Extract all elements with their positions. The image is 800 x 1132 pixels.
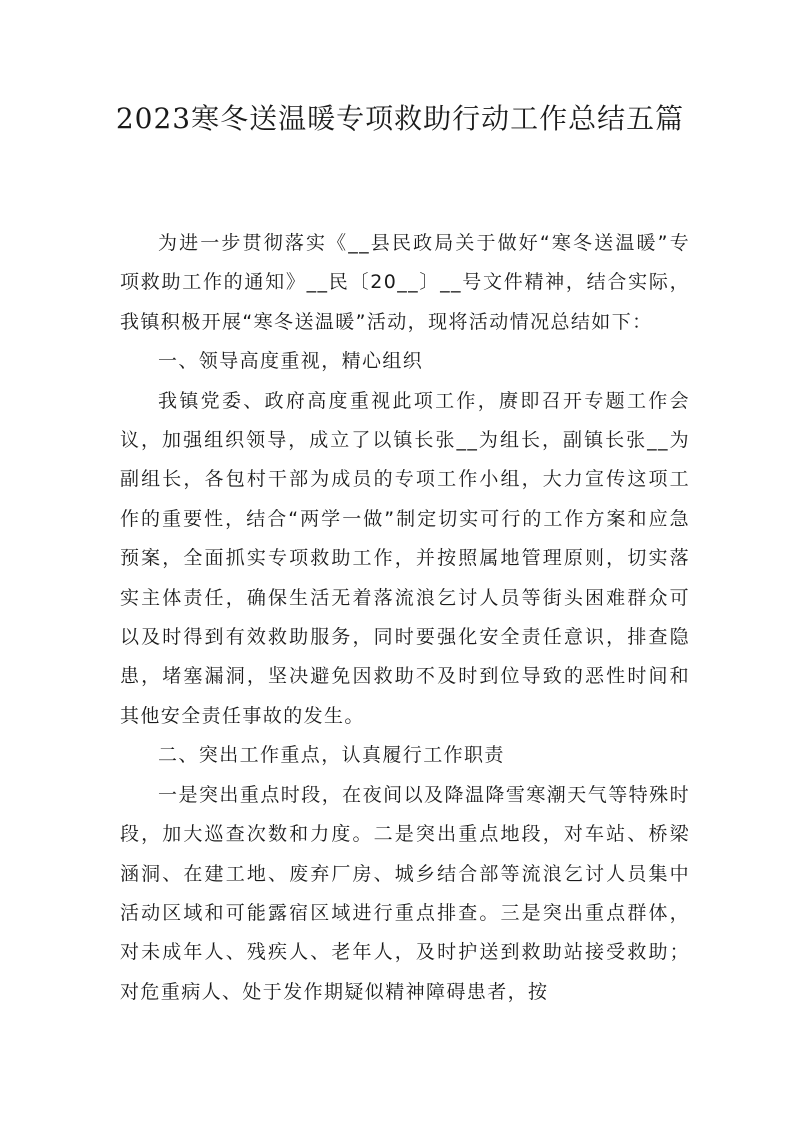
intro-paragraph: 为进一步贯彻落实《__县民政局关于做好“寒冬送温暖”专项救助工作的通知》__民〔20__〕__号文件精神，结合实际，我镇积极开展“寒冬送温暖”活动，现将活动情况总结如下： <box>120 232 690 333</box>
section-1-paragraph: 我镇党委、政府高度重视此项工作，赓即召开专题工作会议，加强组织领导，成立了以镇长张__为组长，副镇长张__为副组长，各包村干部为成员的专项工作小组，大力宣传这项工作的重要性，结合“两学一做”制定切实可行的工作方案和应急预案，全面抓实专项救助工作，并按照属地管理原则，切实落实主体责任，确保生活无着落流浪乞讨人员等街头困难群众可以及时得到有效救助服务，同时要强化安全责任意识，排查隐患，堵塞漏洞，坚决避免因救助不及时到位导致的恶性时间和其他安全责任事故的发生。 <box>120 389 690 727</box>
section-heading-2: 二、突出工作重点，认真履行工作职责 <box>158 744 505 767</box>
document-title: 2023寒冬送温暖专项救助行动工作总结五篇 <box>115 102 685 135</box>
document-body <box>120 224 690 1012</box>
section-heading-1: 一、领导高度重视，精心组织 <box>158 350 424 373</box>
section-2-paragraph: 一是突出重点时段，在夜间以及降温降雪寒潮天气等特殊时段，加大巡查次数和力度。二是突出重点地段，对车站、桥梁涵洞、在建工地、废弃厂房、城乡结合部等流浪乞讨人员集中活动区域和可能露宿区域进行重点排查。三是突出重点群体，对未成年人、残疾人、老年人，及时护送到救助站接受救助；对危重病人、处于发作期疑似精神障碍患者，按 <box>120 783 690 1003</box>
